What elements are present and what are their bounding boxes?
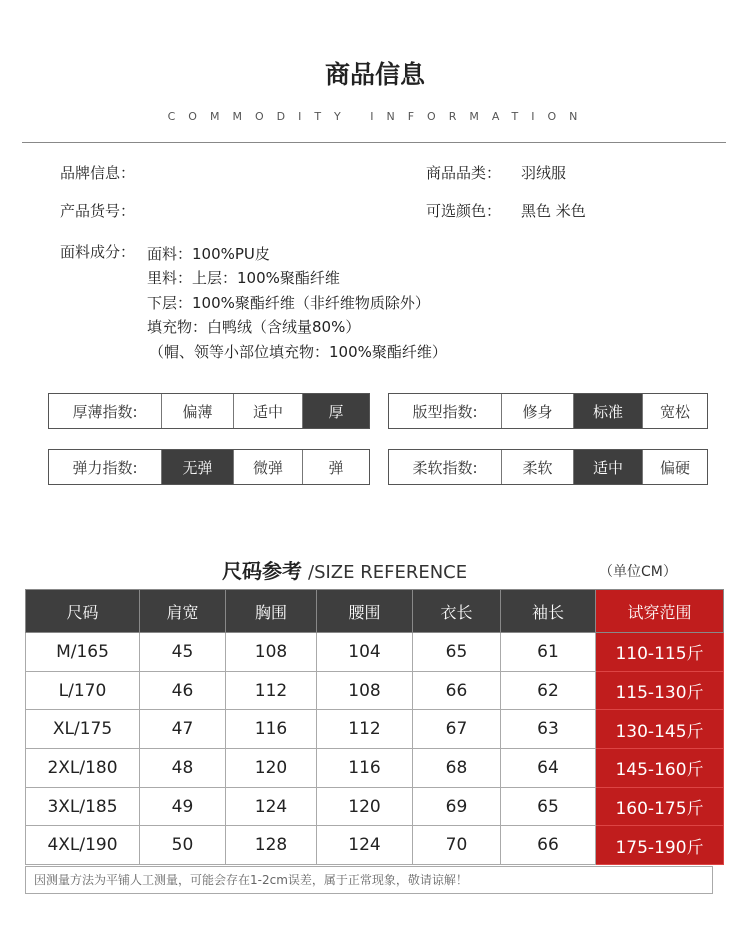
fit-index [388, 393, 708, 429]
fabric-line: （帽、领等小部位填充物：100%聚酯纤维） [149, 343, 447, 361]
table-cell: 70 [413, 826, 501, 865]
unit-note: （单位CM） [599, 564, 677, 580]
header-cell: 腰围 [317, 590, 413, 633]
table-row [26, 710, 724, 749]
header-cell: 衣长 [413, 590, 501, 633]
table-cell: 4XL/190 [26, 826, 140, 865]
table-row [26, 749, 724, 788]
fit-option-selected: 标准 [573, 394, 642, 428]
fit-option: 修身 [501, 394, 573, 428]
table-cell: 116 [226, 710, 317, 749]
table-cell: 108 [226, 633, 317, 672]
measurement-note: 因测量方法为平铺人工测量，可能会存在1-2cm误差，属于正常现象，敬请谅解！ [25, 866, 713, 894]
thickness-option: 偏薄 [161, 394, 233, 428]
table-cell: 112 [226, 671, 317, 710]
softness-option-selected: 适中 [573, 450, 642, 484]
softness-option: 偏硬 [642, 450, 707, 484]
elasticity-index [48, 449, 370, 485]
category-info [426, 162, 566, 183]
softness-index [388, 449, 708, 485]
table-cell: XL/175 [26, 710, 140, 749]
size-title-en: /SIZE REFERENCE [308, 562, 468, 583]
thickness-index-label: 厚薄指数: [72, 402, 138, 421]
elasticity-index-label: 弹力指数: [72, 458, 138, 477]
fit-option: 宽松 [642, 394, 707, 428]
header-cell: 肩宽 [140, 590, 226, 633]
table-cell: 128 [226, 826, 317, 865]
fit-index-label: 版型指数: [412, 402, 478, 421]
size-table [25, 589, 724, 865]
elasticity-option-selected: 无弹 [161, 450, 233, 484]
category-value: 羽绒服 [521, 164, 567, 182]
table-cell: 48 [140, 749, 226, 788]
elasticity-option: 微弹 [233, 450, 302, 484]
sku-label: 产品货号： [60, 202, 136, 220]
category-label: 商品品类： [426, 164, 502, 182]
thickness-option: 适中 [233, 394, 302, 428]
thickness-option-selected: 厚 [302, 394, 369, 428]
table-header-row [26, 590, 724, 633]
table-cell: 116 [317, 749, 413, 788]
fabric-line: 下层：100%聚酯纤维（非纤维物质除外） [147, 294, 430, 312]
table-cell: 68 [413, 749, 501, 788]
table-cell: 108 [317, 671, 413, 710]
sku-info [60, 200, 155, 221]
table-cell: 66 [501, 826, 596, 865]
table-cell: 69 [413, 787, 501, 826]
fit-range-cell: 145-160斤 [596, 749, 724, 788]
header-cell: 袖长 [501, 590, 596, 633]
table-cell: 45 [140, 633, 226, 672]
table-cell: 47 [140, 710, 226, 749]
brand-info [60, 162, 155, 183]
fit-range-cell: 175-190斤 [596, 826, 724, 865]
table-cell: 120 [226, 749, 317, 788]
size-reference-title [222, 555, 467, 584]
table-cell: 64 [501, 749, 596, 788]
table-cell: 2XL/180 [26, 749, 140, 788]
table-cell: 112 [317, 710, 413, 749]
table-row [26, 633, 724, 672]
elasticity-option: 弹 [302, 450, 369, 484]
table-cell: 46 [140, 671, 226, 710]
table-cell: 49 [140, 787, 226, 826]
fabric-line: 填充物：白鸭绒（含绒量80%） [147, 318, 361, 336]
table-cell: 65 [501, 787, 596, 826]
table-row [26, 826, 724, 865]
color-info [426, 200, 586, 221]
table-cell: 61 [501, 633, 596, 672]
color-value: 黑色 米色 [521, 202, 586, 220]
header-divider [22, 142, 726, 143]
fabric-line: 里料：上层：100%聚酯纤维 [147, 269, 340, 287]
fit-range-cell: 115-130斤 [596, 671, 724, 710]
brand-label: 品牌信息： [60, 164, 136, 182]
thickness-index [48, 393, 370, 429]
table-cell: 62 [501, 671, 596, 710]
table-row [26, 787, 724, 826]
size-title-zh: 尺码参考 [222, 559, 302, 583]
table-cell: 67 [413, 710, 501, 749]
header-cell-fit-range: 试穿范围 [596, 590, 724, 633]
softness-index-label: 柔软指数: [412, 458, 478, 477]
fabric-label: 面料成分： [60, 243, 136, 261]
table-cell: L/170 [26, 671, 140, 710]
table-cell: 65 [413, 633, 501, 672]
fit-range-cell: 160-175斤 [596, 787, 724, 826]
table-cell: 124 [226, 787, 317, 826]
table-cell: 120 [317, 787, 413, 826]
table-cell: 124 [317, 826, 413, 865]
color-label: 可选颜色： [426, 202, 502, 220]
table-cell: 3XL/185 [26, 787, 140, 826]
page-title: 商品信息 [324, 60, 425, 89]
header-cell: 胸围 [226, 590, 317, 633]
fit-range-cell: 130-145斤 [596, 710, 724, 749]
table-cell: M/165 [26, 633, 140, 672]
fabric-line: 面料：100%PU皮 [147, 245, 270, 263]
fit-range-cell: 110-115斤 [596, 633, 724, 672]
header-cell: 尺码 [26, 590, 140, 633]
softness-option: 柔软 [501, 450, 573, 484]
table-cell: 63 [501, 710, 596, 749]
page-subtitle: COMMODITY INFORMATION [167, 110, 591, 123]
table-cell: 50 [140, 826, 226, 865]
table-cell: 104 [317, 633, 413, 672]
table-cell: 66 [413, 671, 501, 710]
table-row [26, 671, 724, 710]
